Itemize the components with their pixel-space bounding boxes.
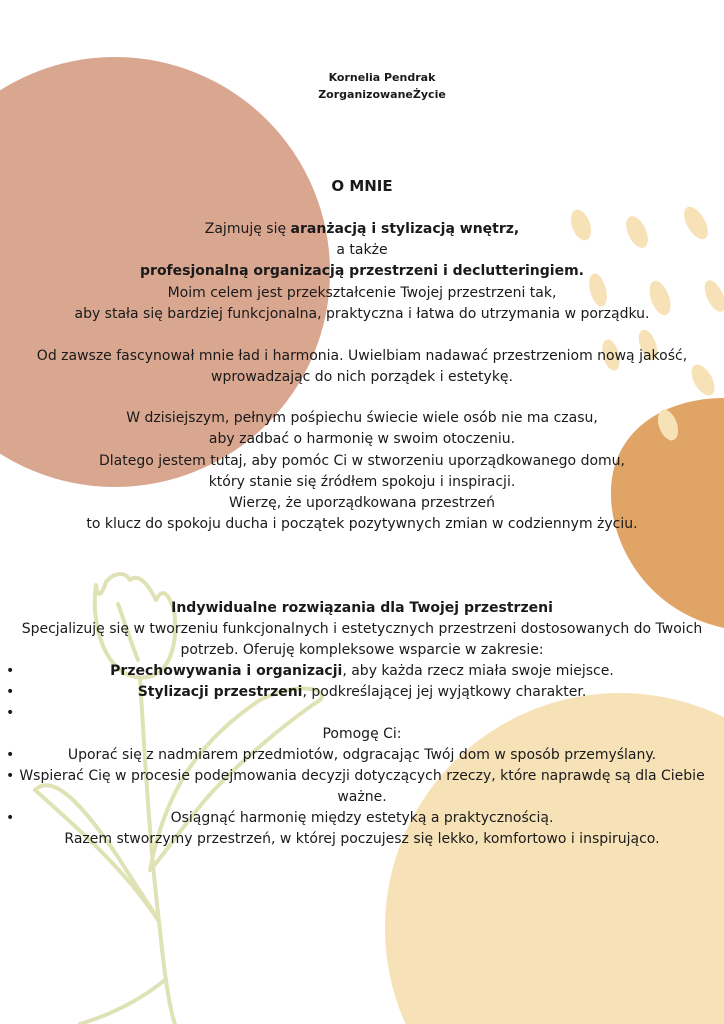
brand-name: ZorganizowaneŻycie: [318, 88, 446, 101]
solutions-heading: [0, 598, 724, 619]
help-item-2-line-1: Wspierać Cię w procesie podejmowania decyzji dotyczących rzeczy, które naprawdę są dla Ciebie: [19, 768, 705, 784]
list-item-bold: Stylizacji przestrzeni: [137, 684, 303, 700]
why-line-2: aby zadbać o harmonię w swoim otoczeniu.: [208, 431, 516, 447]
intro-line: [0, 219, 724, 240]
list-item-text: , podkreślającej jej wyjątkowy charakter.: [302, 684, 587, 700]
goal-line-1: Moim celem jest przekształcenie Twojej przestrzeni tak,: [167, 285, 557, 301]
help-item-2-line-2: ważne.: [337, 789, 387, 805]
about-heading: O MNIE: [331, 177, 393, 195]
bullet-marker: •: [6, 684, 15, 700]
help-item-1: Uporać się z nadmiarem przedmiotów, odgracając Twój dom w sposób przemyślany.: [67, 747, 657, 763]
passion-line-2: wprowadzając do nich porządek i estetykę.: [211, 369, 513, 385]
bullet-marker: •: [6, 810, 15, 826]
solutions-intro-line-1: Specjalizuję się w tworzeniu funkcjonalnych i estetycznych przestrzeni dostosowanych do Twoich: [21, 621, 703, 637]
list-item: [0, 661, 724, 682]
bullet-marker: •: [6, 747, 15, 763]
specialty-bold: profesjonalną organizacją przestrzeni i declutteringiem.: [140, 263, 584, 279]
why-line-3: Dlatego jestem tutaj, aby pomóc Ci w stworzeniu uporządkowanego domu,: [99, 453, 625, 469]
help-item-3: Osiągnąć harmonię między estetyką a praktycznością.: [170, 810, 554, 826]
solutions-intro-line-2: potrzeb. Oferuję kompleksowe wsparcie w zakresie:: [180, 642, 544, 658]
list-item-text: , aby każda rzecz miała swoje miejsce.: [342, 663, 614, 679]
bullet-marker: •: [6, 663, 15, 679]
belief-line-2: to klucz do spokoju ducha i początek pozytywnych zmian w codziennym życiu.: [86, 516, 638, 532]
bullet-marker: •: [6, 768, 15, 784]
specialty-line: [0, 261, 724, 282]
why-line-4: który stanie się źródłem spokoju i inspiracji.: [208, 474, 516, 490]
why-line-1: W dzisiejszym, pełnym pośpiechu świecie wiele osób nie ma czasu,: [126, 410, 598, 426]
list-item: [0, 682, 724, 703]
intro-bold: aranżacją i stylizacją wnętrz,: [290, 221, 520, 237]
passion-line-1: Od zawsze fascynował mnie ład i harmonia. Uwielbiam nadawać przestrzeniom nową jakość,: [36, 348, 688, 364]
closing-line: Razem stworzymy przestrzeń, w której poczujesz się lekko, komfortowo i inspirująco.: [64, 831, 660, 847]
list-item-bold: Przechowywania i organizacji: [110, 663, 343, 679]
intro-prefix: Zajmuję się: [204, 221, 291, 237]
also-line: a także: [336, 242, 388, 258]
solutions-heading-bold: Indywidualne rozwiązania dla Twojej przestrzeni: [171, 600, 553, 616]
bullet-marker: •: [6, 705, 15, 721]
author-name: Kornelia Pendrak: [328, 71, 436, 84]
belief-line-1: Wierzę, że uporządkowana przestrzeń: [228, 495, 496, 511]
help-heading: Pomogę Ci:: [322, 726, 402, 742]
goal-line-2: aby stała się bardziej funkcjonalna, praktyczna i łatwa do utrzymania w porządku.: [74, 306, 650, 322]
